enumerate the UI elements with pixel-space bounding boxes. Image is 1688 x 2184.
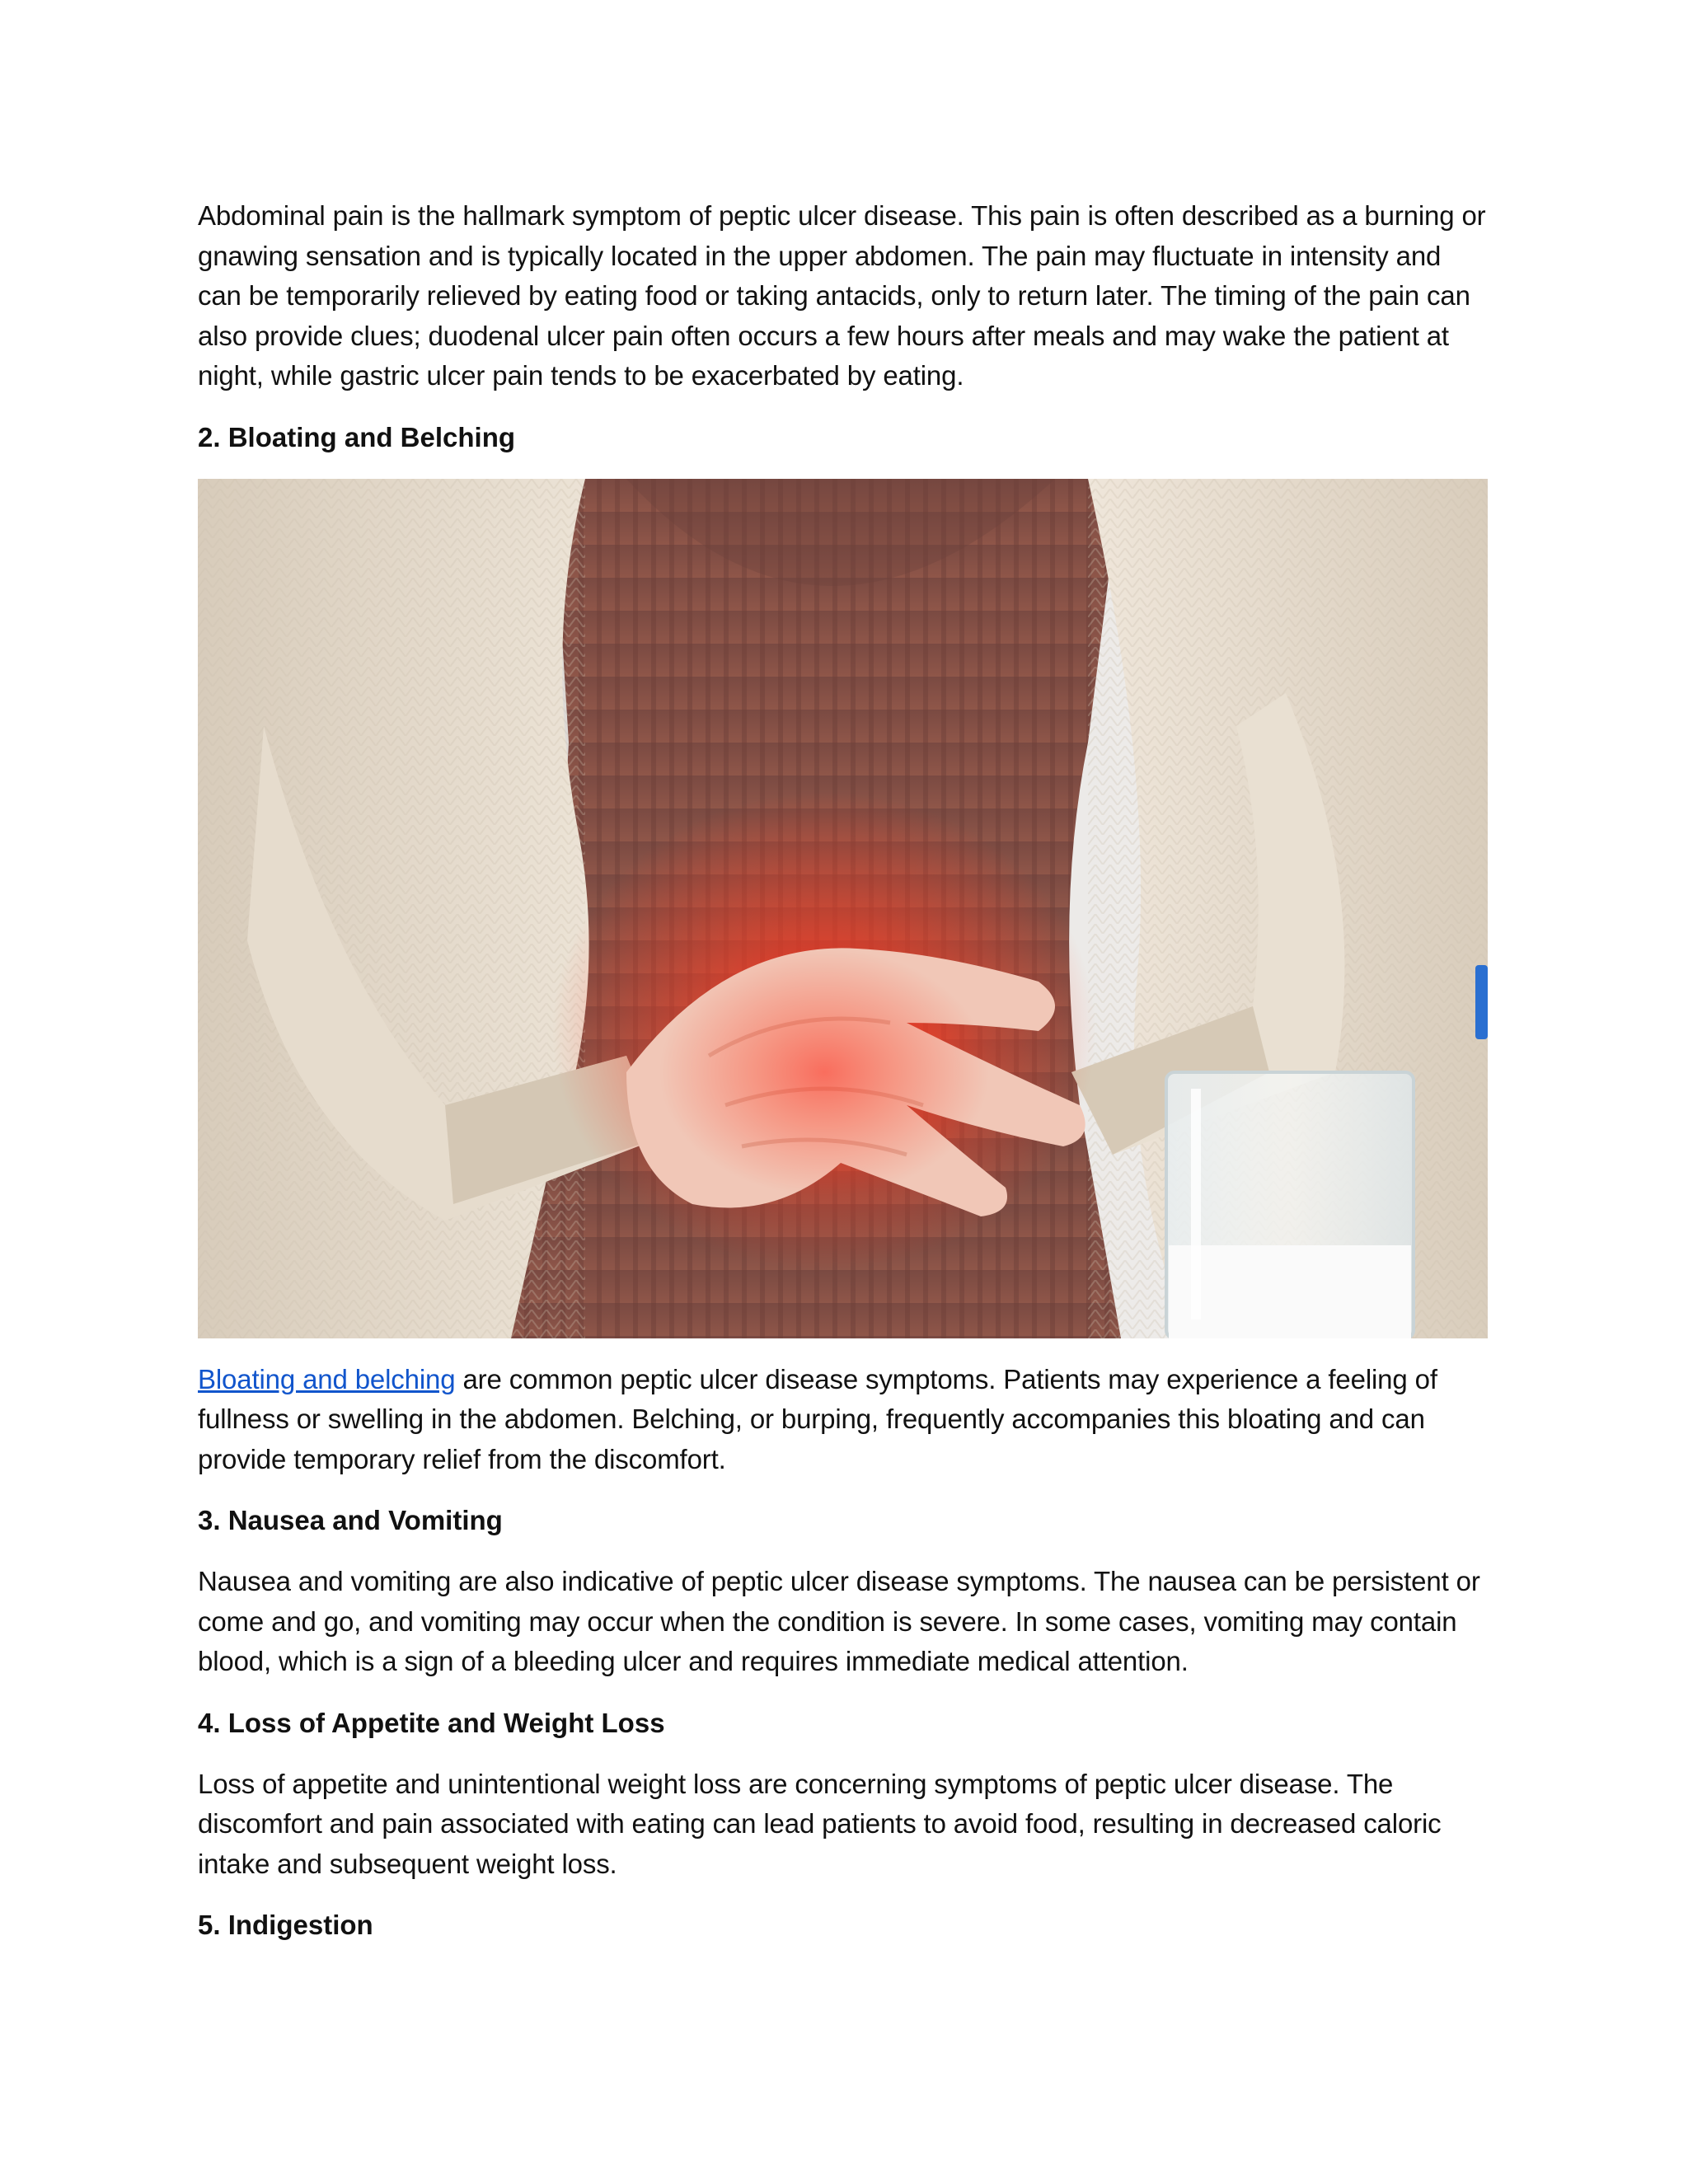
heading-nausea-vomiting: 3. Nausea and Vomiting xyxy=(198,1505,503,1535)
article-content xyxy=(198,196,1488,1966)
heading-bloating-belching: 2. Bloating and Belching xyxy=(198,421,516,452)
paragraph-abdominal-pain: Abdominal pain is the hallmark symptom of peptic ulcer disease. This pain is often described as a burning or gnawing sensation and is typically located in the upper abdomen. The pain may fluctuate in intensity and can be temporarily relieved by eating food or taking antacids, only to return later. The timing of the pain can also provide clues; duodenal ulcer pain often occurs a few hours after meals and may wake the patient at night, while gastric ulcer pain tends to be exacerbated by eating. xyxy=(198,200,1486,391)
paragraph-bloating-belching-text: are common peptic ulcer disease symptoms. Patients may experience a feeling of fullness or swelling in the abdomen. Belching, or burping, frequently accompanies this bloating and can provide temporary relief from the discomfort. xyxy=(198,1363,1437,1474)
heading-loss-of-appetite: 4. Loss of Appetite and Weight Loss xyxy=(198,1707,665,1738)
bloating-belching-link[interactable]: Bloating and belching xyxy=(198,1363,456,1394)
paragraph-nausea-vomiting: Nausea and vomiting are also indicative of peptic ulcer disease symptoms. The nausea can be persistent or come and go, and vomiting may occur when the condition is severe. In some cases, vomiting may contain blood, which is a sign of a bleeding ulcer and requires immediate medical attention. xyxy=(198,1566,1480,1676)
stomach-pain-photo-icon xyxy=(198,479,1488,1338)
heading-indigestion: 5. Indigestion xyxy=(198,1910,373,1940)
paragraph-loss-of-appetite: Loss of appetite and unintentional weight loss are concerning symptoms of peptic ulcer disease. The discomfort and pain associated with eating can lead patients to avoid food, resulting in decreased caloric intake and subsequent weight loss. xyxy=(198,1768,1442,1879)
paragraph-bloating-belching xyxy=(198,1360,1488,1480)
